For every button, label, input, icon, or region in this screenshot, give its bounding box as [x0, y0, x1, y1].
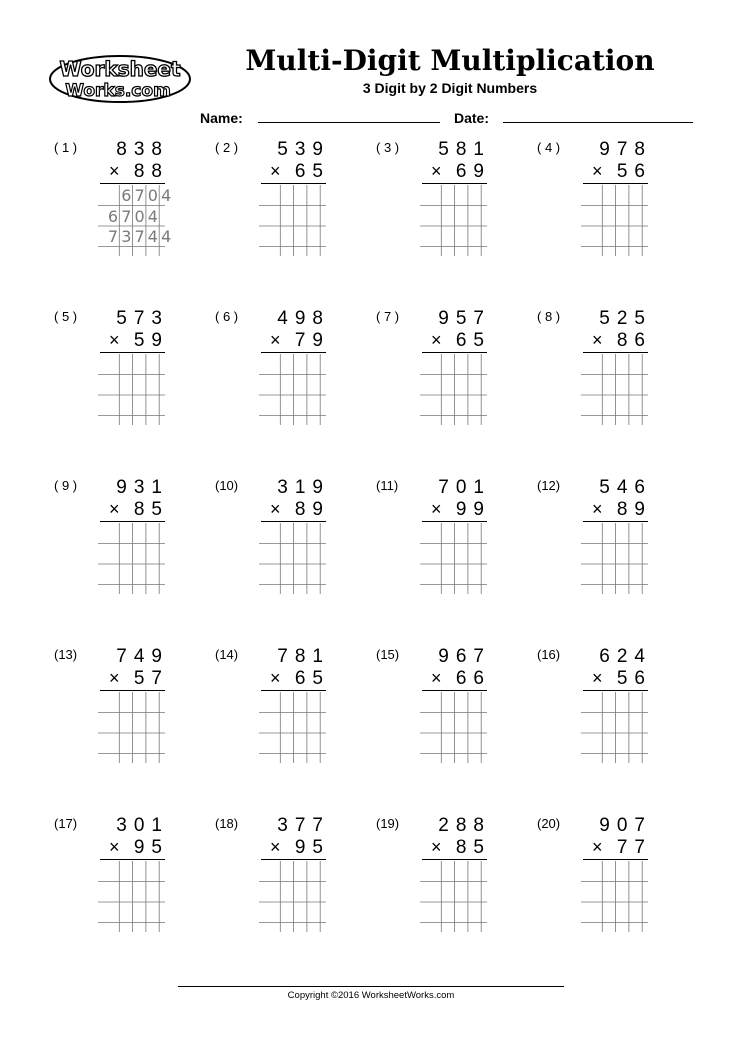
multiply-sign: ×: [431, 161, 442, 181]
work-grid[interactable]: [581, 692, 653, 764]
problem-8: [537, 309, 677, 459]
problem-1: [54, 140, 194, 290]
answer-rule: [261, 690, 326, 691]
date-field[interactable]: [503, 122, 693, 123]
problem-number: ( 4 ): [537, 140, 561, 155]
problem-number: (12): [537, 478, 561, 493]
problem-3: [376, 140, 516, 290]
problem-number: (18): [215, 816, 239, 831]
problem-19: [376, 816, 516, 966]
answer-rule: [261, 183, 326, 184]
work-digit: 0: [134, 206, 145, 226]
problem-number: ( 8 ): [537, 309, 561, 324]
multiplier: 59: [133, 330, 169, 351]
multiply-sign: ×: [592, 499, 603, 519]
problem-16: [537, 647, 677, 797]
work-digit: 4: [161, 186, 172, 205]
problem-number: (14): [215, 647, 239, 662]
multiplicand: 581: [438, 139, 491, 160]
work-grid[interactable]: [98, 692, 170, 764]
work-grid[interactable]: [420, 354, 492, 426]
multiplicand: 525: [599, 308, 652, 329]
answer-rule: [583, 690, 648, 691]
problem-10: [215, 478, 355, 628]
problem-6: [215, 309, 355, 459]
work-grid[interactable]: [581, 861, 653, 933]
problem-13: [54, 647, 194, 797]
multiplier: 69: [455, 161, 491, 182]
problem-number: (16): [537, 647, 561, 662]
work-digit: 6: [121, 186, 132, 205]
multiplier: 89: [294, 499, 330, 520]
answer-rule: [422, 521, 487, 522]
problem-18: [215, 816, 355, 966]
problem-number: (11): [376, 478, 399, 493]
answer-rule: [583, 352, 648, 353]
multiplicand: 838: [116, 139, 169, 160]
answer-rule: [261, 521, 326, 522]
answer-rule: [422, 859, 487, 860]
multiplier: 56: [616, 668, 652, 689]
work-grid[interactable]: [420, 861, 492, 933]
multiplier: 85: [133, 499, 169, 520]
problem-number: ( 1 ): [54, 140, 78, 155]
work-digit: 7: [134, 227, 145, 246]
multiplier: 89: [616, 499, 652, 520]
name-field[interactable]: [258, 122, 440, 123]
work-grid[interactable]: [259, 354, 331, 426]
problem-9: [54, 478, 194, 628]
multiplier: 88: [133, 161, 169, 182]
multiplier: 95: [294, 837, 330, 858]
page-title: Multi-Digit Multiplication: [245, 44, 655, 77]
work-grid[interactable]: [420, 523, 492, 595]
work-grid[interactable]: [98, 354, 170, 426]
answer-rule: [583, 521, 648, 522]
answer-rule: [100, 690, 165, 691]
multiplicand: 573: [116, 308, 169, 329]
work-digit: 4: [147, 206, 158, 226]
multiplier: 86: [616, 330, 652, 351]
multiplicand: 701: [438, 477, 491, 498]
work-grid[interactable]: [259, 523, 331, 595]
work-digit: 3: [121, 227, 132, 246]
multiply-sign: ×: [270, 668, 281, 688]
answer-rule: [261, 859, 326, 860]
problem-number: ( 9 ): [54, 478, 78, 493]
multiplicand: 931: [116, 477, 169, 498]
work-digit: 7: [134, 186, 145, 205]
work-grid[interactable]: [581, 185, 653, 257]
footer-divider: [178, 986, 564, 987]
multiply-sign: ×: [431, 330, 442, 350]
problem-number: ( 3 ): [376, 140, 400, 155]
multiplier: 57: [133, 668, 169, 689]
problem-number: (15): [376, 647, 400, 662]
multiplicand: 749: [116, 646, 169, 667]
logo-line2: Works.com: [65, 81, 171, 101]
work-grid[interactable]: [98, 523, 170, 595]
multiply-sign: ×: [109, 330, 120, 350]
logo-line1: Worksheet: [59, 57, 181, 81]
multiplicand: 498: [277, 308, 330, 329]
multiplier: 66: [455, 668, 491, 689]
problem-17: [54, 816, 194, 966]
work-grid[interactable]: [581, 354, 653, 426]
problem-number: (10): [215, 478, 239, 493]
problem-number: (19): [376, 816, 400, 831]
answer-rule: [100, 183, 165, 184]
problem-2: [215, 140, 355, 290]
multiply-sign: ×: [592, 330, 603, 350]
multiply-sign: ×: [592, 837, 603, 857]
multiplier: 65: [294, 668, 330, 689]
work-grid[interactable]: [259, 692, 331, 764]
multiply-sign: ×: [592, 668, 603, 688]
problem-number: (13): [54, 647, 78, 662]
answer-rule: [261, 352, 326, 353]
multiplier: 99: [455, 499, 491, 520]
problem-number: ( 2 ): [215, 140, 239, 155]
multiplicand: 288: [438, 815, 491, 836]
problem-number: (17): [54, 816, 78, 831]
multiplicand: 978: [599, 139, 652, 160]
problem-number: ( 7 ): [376, 309, 400, 324]
multiplier: 95: [133, 837, 169, 858]
multiply-sign: ×: [109, 499, 120, 519]
problem-5: [54, 309, 194, 459]
multiplicand: 907: [599, 815, 652, 836]
multiplicand: 957: [438, 308, 491, 329]
worksheetworks-logo: [48, 54, 193, 104]
work-digit: 4: [161, 227, 172, 246]
answer-rule: [422, 690, 487, 691]
multiplicand: 377: [277, 815, 330, 836]
problem-7: [376, 309, 516, 459]
work-grid[interactable]: [420, 185, 492, 257]
multiply-sign: ×: [431, 837, 442, 857]
multiply-sign: ×: [270, 499, 281, 519]
problem-number: ( 5 ): [54, 309, 78, 324]
multiplicand: 781: [277, 646, 330, 667]
multiply-sign: ×: [431, 668, 442, 688]
multiplier: 79: [294, 330, 330, 351]
work-grid[interactable]: [259, 861, 331, 933]
multiply-sign: ×: [431, 499, 442, 519]
answer-rule: [422, 352, 487, 353]
multiply-sign: ×: [109, 668, 120, 688]
multiplier: 65: [455, 330, 491, 351]
problem-14: [215, 647, 355, 797]
answer-rule: [422, 183, 487, 184]
name-label: Name:: [200, 110, 243, 126]
multiplier: 77: [616, 837, 652, 858]
multiplier: 56: [616, 161, 652, 182]
multiply-sign: ×: [270, 330, 281, 350]
multiply-sign: ×: [270, 837, 281, 857]
multiply-sign: ×: [109, 837, 120, 857]
problem-11: [376, 478, 516, 628]
problem-4: [537, 140, 677, 290]
footer-copyright: Copyright ©2016 WorksheetWorks.com: [287, 990, 455, 1001]
multiply-sign: ×: [109, 161, 120, 181]
problem-20: [537, 816, 677, 966]
work-digit: 6: [107, 206, 119, 226]
multiply-sign: ×: [592, 161, 603, 181]
multiplier: 85: [455, 837, 491, 858]
multiplicand: 319: [277, 477, 330, 498]
multiplicand: 301: [116, 815, 169, 836]
multiply-sign: ×: [270, 161, 281, 181]
multiplicand: 546: [599, 477, 652, 498]
problem-number: ( 6 ): [215, 309, 239, 324]
work-grid[interactable]: [420, 692, 492, 764]
work-grid[interactable]: [98, 861, 170, 933]
problem-number: (20): [537, 816, 561, 831]
answer-rule: [100, 352, 165, 353]
page-subtitle: 3 Digit by 2 Digit Numbers: [362, 80, 538, 96]
multiplicand: 539: [277, 139, 330, 160]
date-label: Date:: [454, 110, 490, 126]
multiplier: 65: [294, 161, 330, 182]
work-digit: 7: [107, 227, 119, 246]
work-digit: 4: [147, 227, 158, 246]
work-grid[interactable]: [581, 523, 653, 595]
work-digit: 7: [121, 206, 132, 226]
answer-rule: [583, 859, 648, 860]
work-grid[interactable]: [259, 185, 331, 257]
work-digit: 0: [147, 186, 158, 205]
multiplicand: 624: [599, 646, 652, 667]
problem-12: [537, 478, 677, 628]
answer-rule: [583, 183, 648, 184]
answer-rule: [100, 859, 165, 860]
answer-rule: [100, 521, 165, 522]
multiplicand: 967: [438, 646, 491, 667]
problem-15: [376, 647, 516, 797]
